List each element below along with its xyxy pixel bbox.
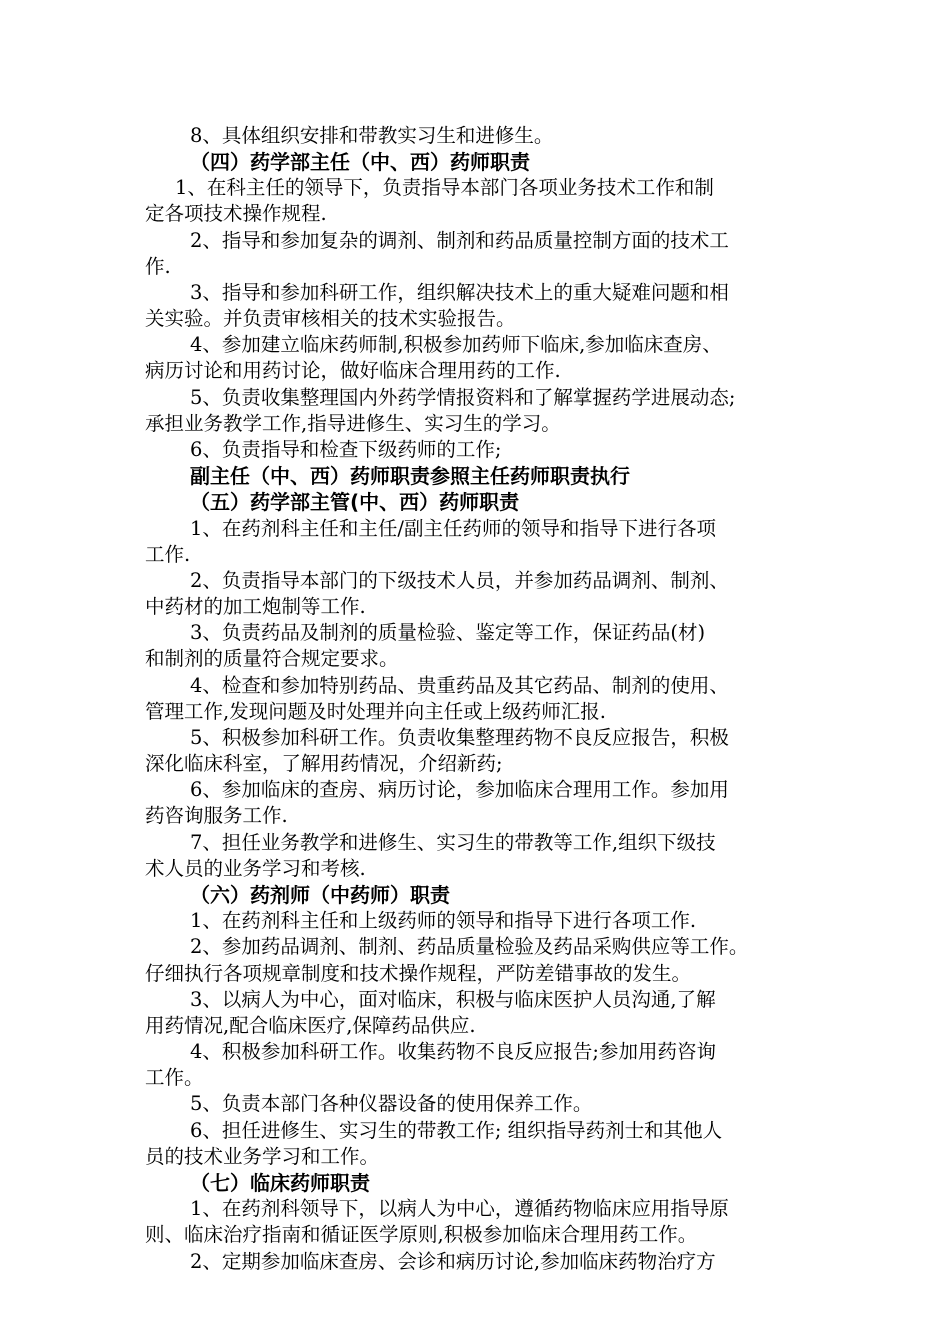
section-heading: （五）药学部主管(中、西）药师职责 <box>190 490 520 514</box>
text-line: 3、指导和参加科研工作，组织解决技术上的重大疑难问题和相 <box>190 281 729 304</box>
text-line: 4、检查和参加特别药品、贵重药品及其它药品、制剂的使用、 <box>190 674 729 697</box>
text-line: 7、担任业务教学和进修生、实习生的带教等工作,组织下级技 <box>190 831 716 854</box>
text-line: 关实验。并负责审核相关的技术实验报告。 <box>145 307 516 330</box>
section-heading: （七）临床药师职责 <box>190 1171 370 1195</box>
text-line: 则、临床治疗指南和循证医学原则,积极参加临床合理用药工作。 <box>145 1223 698 1246</box>
text-line: 6、负责指导和检查下级药师的工作; <box>190 438 502 461</box>
text-line: 用药情况,配合临床医疗,保障药品供应. <box>145 1014 476 1037</box>
section-heading: （四）药学部主任（中、西）药师职责 <box>190 150 530 174</box>
text-line: 术人员的业务学习和考核. <box>145 857 366 880</box>
text-line: 2、参加药品调剂、制剂、药品质量检验及药品采购供应等工作。 <box>190 935 749 958</box>
text-line: 8、具体组织安排和带教实习生和进修生。 <box>190 124 554 147</box>
text-line: 5、积极参加科研工作。负责收集整理药物不良反应报告，积极 <box>190 726 729 749</box>
text-line: 仔细执行各项规章制度和技术操作规程，严防差错事故的发生。 <box>145 962 692 985</box>
text-line: 6、担任进修生、实习生的带教工作; 组织指导药剂士和其他人 <box>190 1119 723 1142</box>
text-line: 中药材的加工炮制等工作. <box>145 595 366 618</box>
section-heading: 副主任（中、西）药师职责参照主任药师职责执行 <box>190 464 630 488</box>
text-line: 药咨询服务工作. <box>145 804 288 827</box>
text-line: 4、积极参加科研工作。收集药物不良反应报告;参加用药咨询 <box>190 1040 716 1063</box>
text-line: 工作。 <box>145 1066 204 1089</box>
text-line: 病历讨论和用药讨论，做好临床合理用药的工作. <box>145 359 561 382</box>
text-line: 2、指导和参加复杂的调剂、制剂和药品质量控制方面的技术工 <box>190 229 729 252</box>
text-line: 1、在科主任的领导下，负责指导本部门各项业务技术工作和制 <box>175 176 714 199</box>
text-line: 作. <box>145 255 171 278</box>
text-line: 1、在药剂科主任和上级药师的领导和指导下进行各项工作. <box>190 909 697 932</box>
text-line: 和制剂的质量符合规定要求。 <box>145 647 399 670</box>
text-line: 2、负责指导本部门的下级技术人员，并参加药品调剂、制剂、 <box>190 569 729 592</box>
text-line: 2、定期参加临床查房、会诊和病历讨论,参加临床药物治疗方 <box>190 1250 716 1273</box>
text-line: 员的技术业务学习和工作。 <box>145 1145 380 1168</box>
text-line: 4、参加建立临床药师制,积极参加药师下临床,参加临床查房、 <box>190 333 722 356</box>
text-line: 3、以病人为中心，面对临床，积极与临床医护人员沟通,了解 <box>190 988 716 1011</box>
text-line: 5、负责本部门各种仪器设备的使用保养工作。 <box>190 1092 593 1115</box>
text-line: 定各项技术操作规程. <box>145 202 327 225</box>
text-line: 管理工作,发现问题及时处理并向主任或上级药师汇报. <box>145 700 606 723</box>
section-heading: （六）药剂师（中药师）职责 <box>190 883 450 907</box>
text-line: 3、负责药品及制剂的质量检验、鉴定等工作，保证药品(材) <box>190 621 706 644</box>
text-line: 1、在药剂科领导下，以病人为中心，遵循药物临床应用指导原 <box>190 1197 729 1220</box>
text-line: 工作. <box>145 543 191 566</box>
text-line: 承担业务教学工作,指导进修生、实习生的学习。 <box>145 412 561 435</box>
text-line: 1、在药剂科主任和主任/副主任药师的领导和指导下进行各项 <box>190 517 716 540</box>
text-line: 深化临床科室，了解用药情况，介绍新药; <box>145 752 503 775</box>
text-line: 5、负责收集整理国内外药学情报资料和了解掌握药学进展动态; <box>190 386 736 409</box>
text-line: 6、参加临床的查房、病历讨论，参加临床合理用工作。参加用 <box>190 778 729 801</box>
